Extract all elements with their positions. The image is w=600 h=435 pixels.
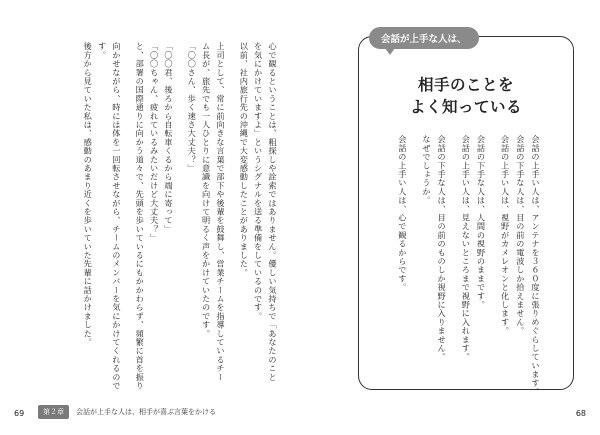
page-number-left: 69	[14, 409, 25, 418]
box-body-text	[395, 135, 543, 396]
box-line: 会話の上手い人は、見えないところまで視野に入れます。	[461, 135, 472, 362]
headline-line: 相手のことを	[417, 76, 514, 94]
body-line: と、部署の国際通りに向かう道々で、先頭を歩いているにもかかわらず、頻繁に首を振り	[135, 42, 146, 390]
body-line: 上司として、常に前向きな言葉で部下や後輩を鼓舞し、営業チームを指導しているチー	[215, 42, 226, 382]
headline-line: よく知っている	[409, 97, 522, 116]
body-line: 心で観るということは、粗探しや詮索ではありません。優しい気持ちで「あなたのこと	[268, 42, 278, 382]
chapter-badge: 第２章	[38, 405, 69, 419]
summary-box	[358, 34, 574, 396]
body-line: す。	[97, 42, 108, 60]
dialogue-line: 「〇〇君、後ろから自転車くるから端に寄って」	[163, 42, 174, 234]
dialogue-line: 「〇〇さん、歩く速さ大丈夫？」	[187, 42, 198, 173]
body-line: を気にかけていますよ」というシグナルを送る準備をしているのです。	[253, 42, 264, 321]
box-line: 会話の下手な人は、目の前の電波しか拾えません。	[515, 135, 526, 336]
right-page	[300, 0, 600, 435]
box-headline	[359, 75, 573, 118]
box-line: 会話の下手な人は、人間の視野のままです。	[476, 135, 487, 309]
body-line: 以前、社内旅行先の沖縄で大変感動したことがありました。	[239, 42, 250, 277]
box-line: 会話の上手い人は、視野がカメレオンと化します。	[500, 135, 511, 336]
body-line: ム長が、旅先でも一人ひとりに意識を向けて明るく声をかけていたのです。	[201, 42, 212, 338]
box-line: 会話の下手な人は、目の前のものしか視野に入りません。	[437, 135, 448, 362]
body-line: 向かせながら、時には体を一回転させながら、チームのメンバーを気にかけてくれるので	[111, 42, 122, 390]
box-line: 会話の上手い人は、心で観るからです。	[397, 135, 408, 292]
left-body-text	[72, 42, 280, 397]
box-line: なぜでしょうか。	[421, 135, 432, 205]
box-tab-label: 会話が上手な人は、	[369, 27, 479, 49]
page-number-right: 68	[575, 409, 586, 418]
body-line: 後方から見ていた私は、感動のあまり近くを歩いていた先輩に話かけました。	[83, 42, 94, 347]
running-head: 会話が上手な人は、相手が喜ぶ言葉をかける	[76, 408, 216, 416]
box-line: 会話の上手い人は、アンテナを３６０度に張りめぐらしています。	[531, 135, 541, 396]
dialogue-line: 「〇〇ちゃん、疲れているみたいだけど大丈夫？」	[149, 42, 160, 243]
